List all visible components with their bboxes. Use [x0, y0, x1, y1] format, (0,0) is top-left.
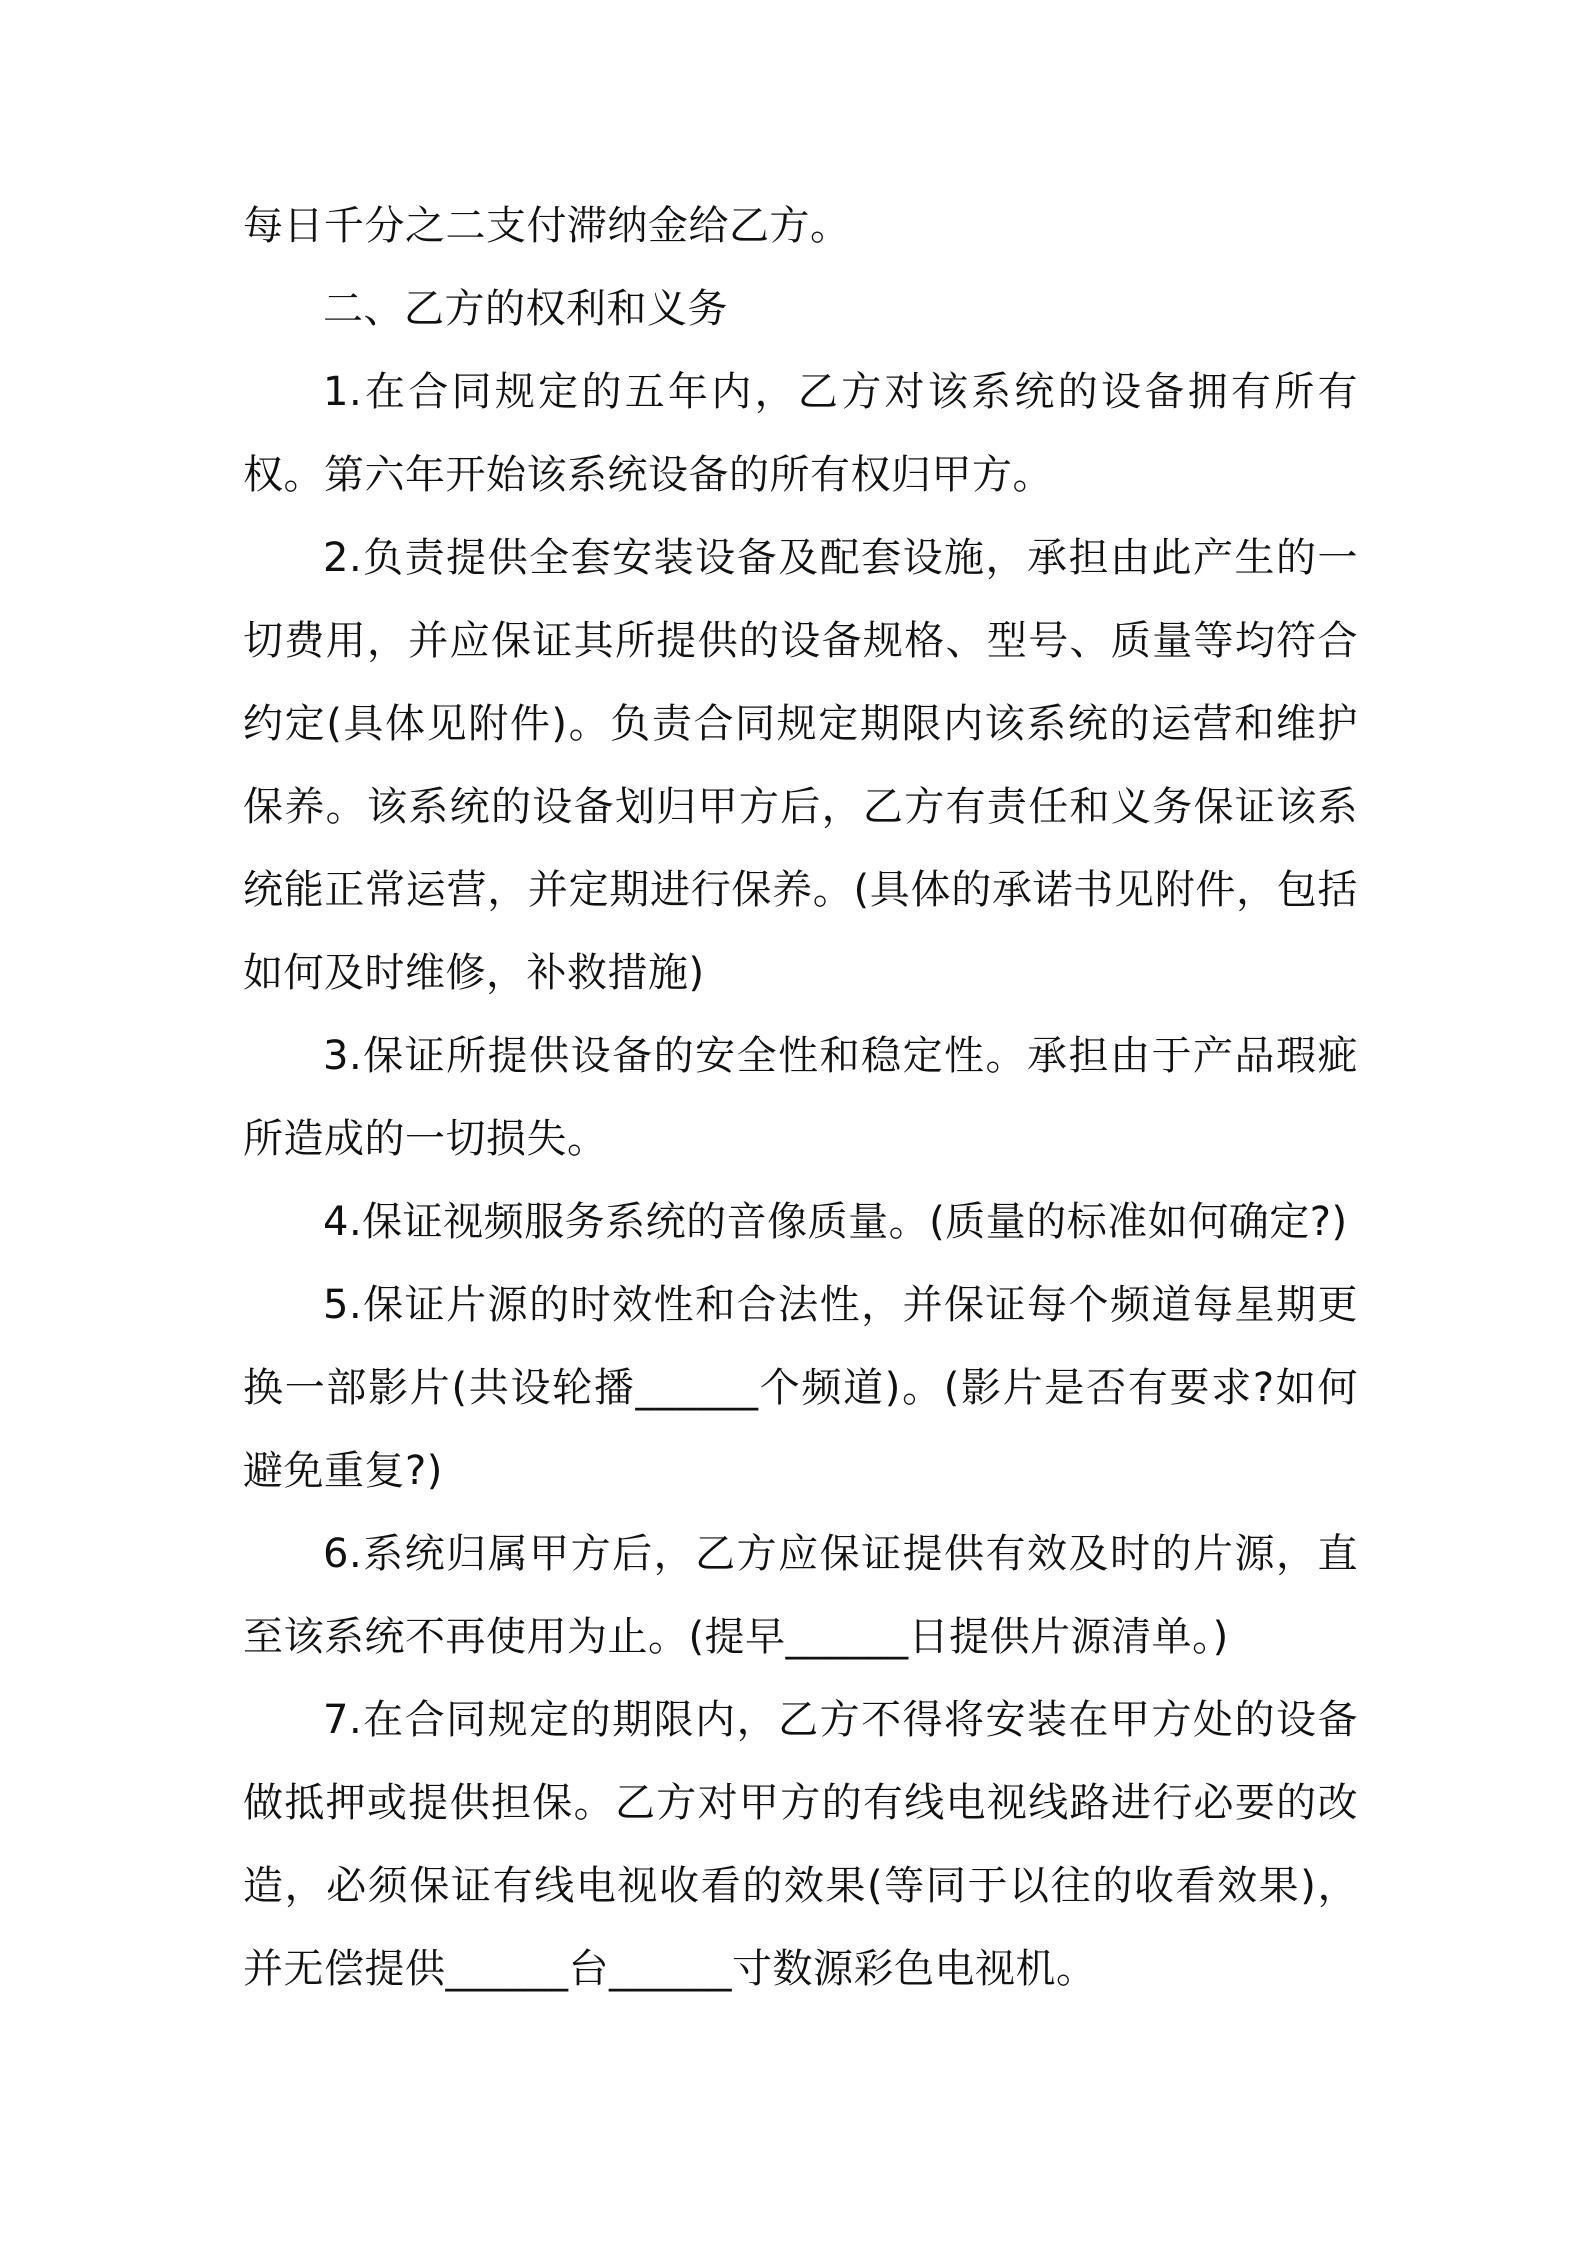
paragraph-late-fee: 每日千分之二支付滞纳金给乙方。 — [243, 203, 851, 249]
clause-6-continued-supply: 6.系统归属甲方后，乙方应保证提供有效及时的片源，直至该系统不再使用为止。(提早______日提供片源清单。) — [243, 1531, 1358, 1660]
clause-7-no-mortgage: 7.在合同规定的期限内，乙方不得将安装在甲方处的设备做抵押或提供担保。乙方对甲方的有线电视线路进行必要的改造，必须保证有线电视收看的效果(等同于以往的收看效果)，并无偿提供______台______寸数源彩色电视机。 — [243, 1697, 1358, 1992]
document-body — [243, 185, 1358, 2011]
clause-5-film-source: 5.保证片源的时效性和合法性，并保证每个频道每星期更换一部影片(共设轮播______个频道)。(影片是否有要求?如何避免重复?) — [243, 1282, 1358, 1494]
clause-4-quality: 4.保证视频服务系统的音像质量。(质量的标准如何确定?) — [323, 1199, 1348, 1245]
clause-1-ownership: 1.在合同规定的五年内，乙方对该系统的设备拥有所有权。第六年开始该系统设备的所有权归甲方。 — [243, 369, 1358, 498]
clause-2-equipment-supply: 2.负责提供全套安装设备及配套设施，承担由此产生的一切费用，并应保证其所提供的设备规格、型号、质量等均符合约定(具体见附件)。负责合同规定期限内该系统的运营和维护保养。该系统的设备划归甲方后，乙方有责任和义务保证该系统能正常运营，并定期进行保养。(具体的承诺书见附件，包括如何及时维修，补救措施) — [243, 535, 1358, 996]
section-heading-party-b-rights: 二、乙方的权利和义务 — [323, 286, 728, 332]
clause-3-safety: 3.保证所提供设备的安全性和稳定性。承担由于产品瑕疵所造成的一切损失。 — [243, 1033, 1358, 1162]
